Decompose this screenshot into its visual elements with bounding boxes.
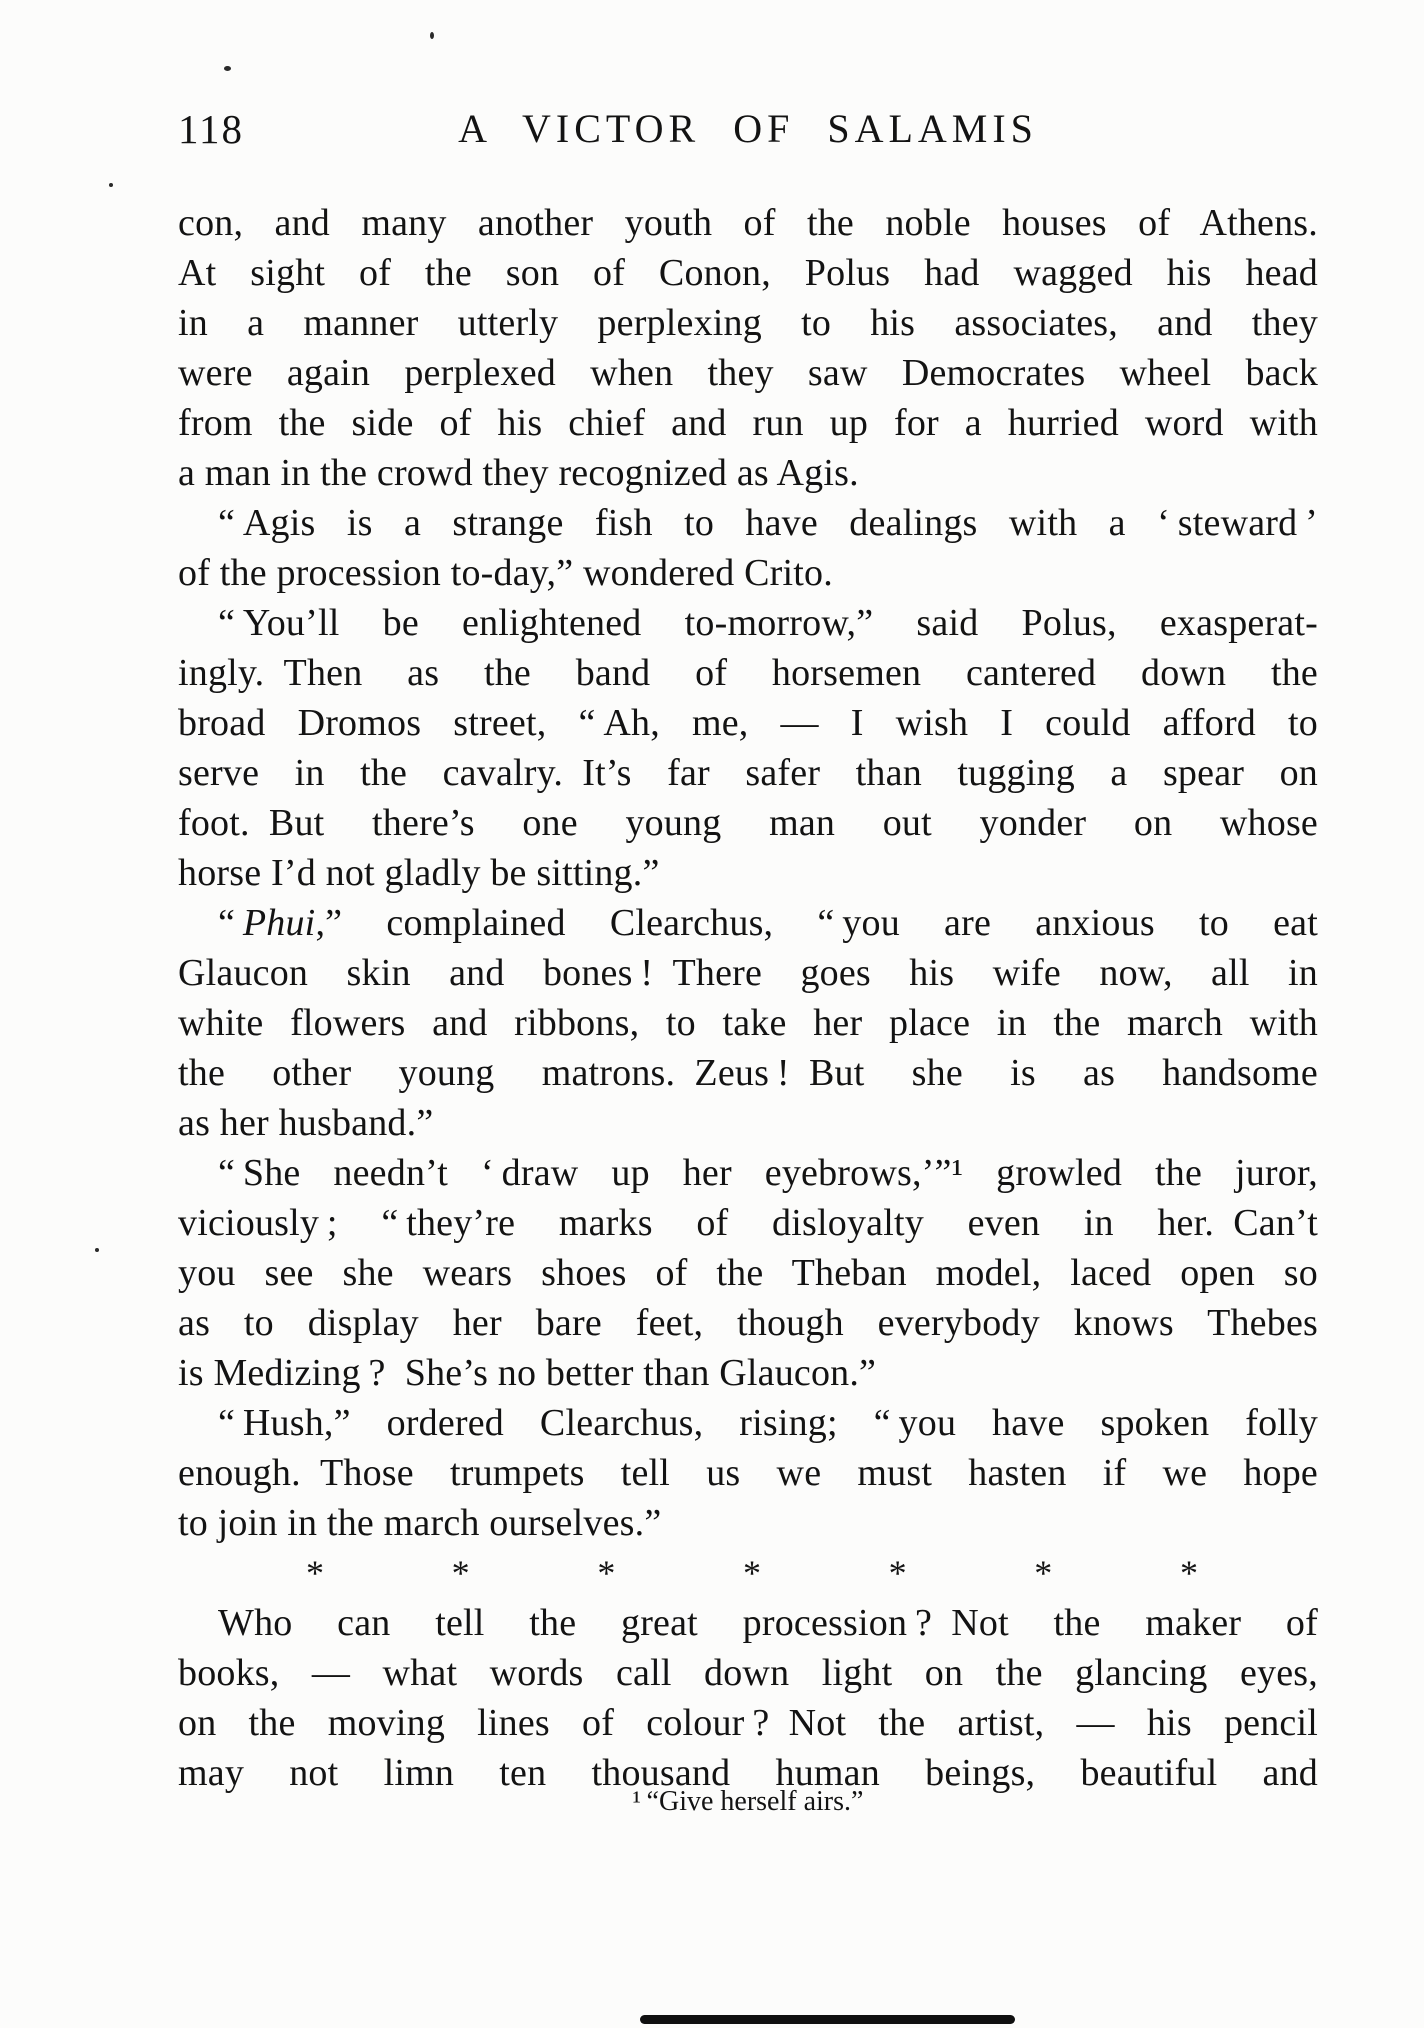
section-break-asterisks [178, 1548, 1318, 1598]
text-line: you see she wears shoes of the Theban model, laced open so [178, 1252, 1318, 1294]
asterisk: * [1034, 1553, 1053, 1593]
page-header [178, 106, 1318, 154]
text-line: ingly. Then as the band of horsemen cantered down the [178, 652, 1318, 694]
asterisk: * [888, 1553, 907, 1593]
asterisk: * [597, 1553, 616, 1593]
text-line: viciously ; “ they’re marks of disloyalty even in her. Can’t [178, 1202, 1318, 1244]
text-line: Glaucon skin and bones ! There goes his wife now, all in [178, 952, 1318, 994]
text-line: as to display her bare feet, though everybody knows Thebes [178, 1302, 1318, 1344]
text-line: con, and many another youth of the noble houses of Athens. [178, 202, 1318, 244]
text-line: At sight of the son of Conon, Polus had wagged his head [178, 252, 1318, 294]
text-line: in a manner utterly perplexing to his associates, and they [178, 302, 1318, 344]
text-line: “ You’ll be enlightened to-morrow,” said Polus, exasperat- [218, 602, 1318, 644]
text-line: to join in the march ourselves.” [178, 1502, 662, 1544]
text-line: may not limn ten thousand human beings, beautiful and [178, 1752, 1318, 1794]
text-line: “ Phui,” complained Clearchus, “ you are anxious to eat [218, 902, 1318, 944]
scan-speck [224, 66, 231, 71]
asterisk: * [1179, 1553, 1198, 1593]
text-line: white flowers and ribbons, to take her place in the march with [178, 1002, 1318, 1044]
scan-speck [430, 32, 434, 39]
text-line: were again perplexed when they saw Democrates wheel back [178, 352, 1318, 394]
text-line: the other young matrons. Zeus ! But she is as handsome [178, 1052, 1318, 1094]
text-line: as her husband.” [178, 1102, 434, 1144]
text-line: “ She needn’t ‘ draw up her eyebrows,’”¹ growled the juror, [218, 1152, 1318, 1194]
asterisk: * [451, 1553, 470, 1593]
text-line: books, — what words call down light on the glancing eyes, [178, 1652, 1318, 1694]
italic-word: Phui [242, 902, 316, 944]
asterisk: * [742, 1553, 761, 1593]
text-line: “ Agis is a strange fish to have dealings with a ‘ steward ’ [218, 502, 1318, 544]
text-line: foot. But there’s one young man out yonder on whose [178, 802, 1318, 844]
text-line: of the procession to-day,” wondered Crito. [178, 552, 833, 594]
text-line: serve in the cavalry. It’s far safer than tugging a spear on [178, 752, 1318, 794]
scan-speck [95, 1248, 99, 1252]
text-line: “ Hush,” ordered Clearchus, rising; “ you have spoken folly [218, 1402, 1318, 1444]
text-line: is Medizing ? She’s no better than Glaucon.” [178, 1352, 877, 1394]
page-number: 118 [178, 106, 244, 152]
scan-smudge [640, 2015, 1015, 2024]
scan-speck [109, 183, 113, 187]
text-line: horse I’d not gladly be sitting.” [178, 852, 660, 894]
body-text [178, 198, 1318, 1798]
text-line: on the moving lines of colour ? Not the artist, — his pencil [178, 1702, 1318, 1744]
text-line: enough. Those trumpets tell us we must hasten if we hope [178, 1452, 1318, 1494]
text-line: a man in the crowd they recognized as Agis. [178, 452, 859, 494]
running-title: A VICTOR OF SALAMIS [458, 106, 1038, 151]
footnote: ¹ “Give herself airs.” [632, 1786, 864, 1817]
asterisk: * [306, 1553, 324, 1593]
text-line: broad Dromos street, “ Ah, me, — I wish I could afford to [178, 702, 1318, 744]
text-line: from the side of his chief and run up for a hurried word with [178, 402, 1318, 444]
text-line: Who can tell the great procession ? Not the maker of [218, 1602, 1318, 1644]
